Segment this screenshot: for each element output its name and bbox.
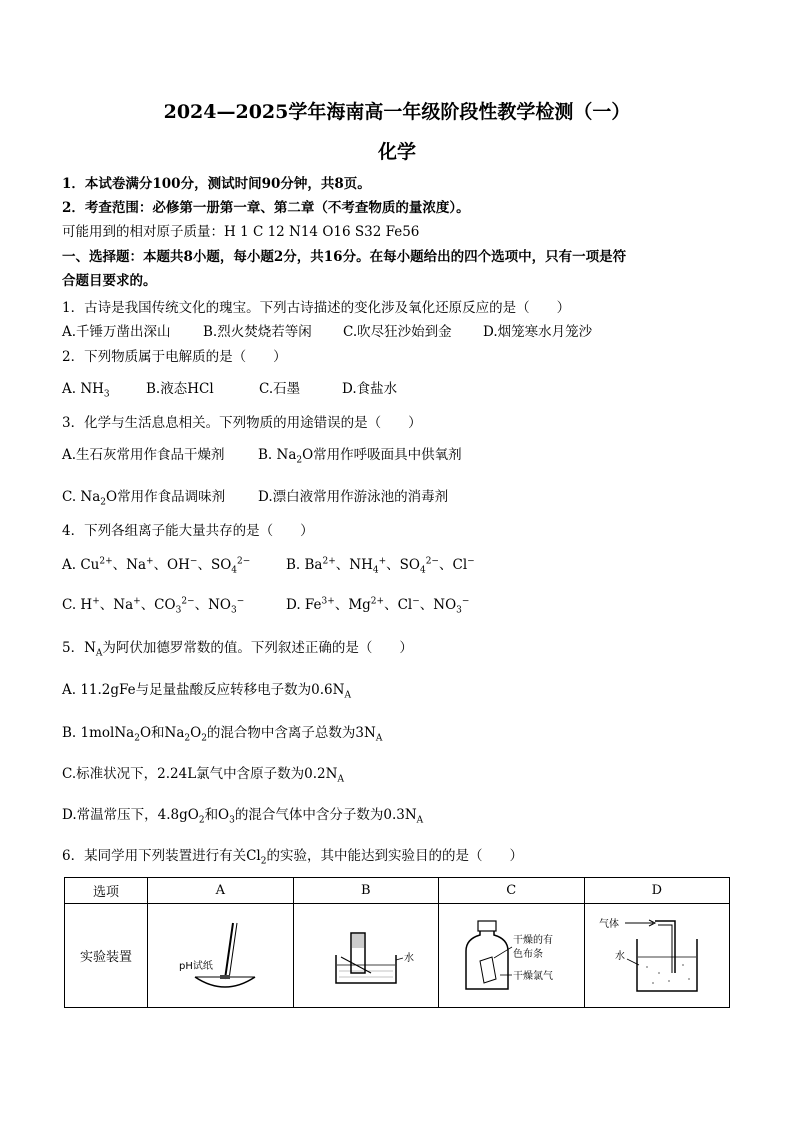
q5-option-c: C.标准状况下，2.24L氯气中含原子数为$0.2N_A$ [62, 766, 344, 785]
table-header-b: B [293, 878, 438, 904]
label-gas: 气体 [598, 919, 619, 930]
water-trough-diagram [311, 913, 421, 998]
dry-chlorine-bottle-diagram [456, 913, 566, 998]
label-dry-cloth-1: 干燥的有 [513, 935, 554, 946]
label-ph-paper: pH试纸 [179, 961, 214, 972]
q4-option-a: A. $Cu^{2+}$、Na+、OH−、$SO_4^{2-}$ [62, 556, 251, 576]
ph-paper-dish-diagram [165, 913, 275, 998]
table-header-row [65, 878, 730, 904]
label-water-d: 水 [614, 951, 625, 962]
q1-option-b: B.烈火焚烧若等闲 [203, 324, 312, 340]
table-header-c: C [438, 878, 584, 904]
q2-option-b: B.液态HCl [146, 381, 214, 397]
q4-stem: 4．下列各组离子能大量共存的是（ ） [62, 523, 314, 539]
table-header-a: A [147, 878, 293, 904]
apparatus-b [293, 904, 438, 1008]
q3-option-c: C. $Na_2O$常用作食品调味剂 [62, 489, 226, 508]
exam-title: 2024—2025学年海南高一年级阶段性教学检测（一） [163, 101, 631, 123]
experiment-table [64, 877, 730, 1008]
subject-title: 化学 [377, 141, 416, 163]
note-1: 1．本试卷满分100分，测试时间90分钟，共8页。 [62, 176, 371, 192]
q5-option-a: A. 11.2gFe与足量盐酸反应转移电子数为$0.6N_A$ [62, 682, 351, 701]
q1-option-c: C.吹尽狂沙始到金 [343, 324, 452, 340]
label-dry-chlorine: 干燥氯气 [513, 971, 554, 982]
table-row [65, 904, 730, 1008]
q3-option-d: D.漂白液常用作游泳池的消毒剂 [258, 489, 449, 505]
apparatus-c [438, 904, 584, 1008]
q3-option-a: A.生石灰常用作食品干燥剂 [62, 447, 225, 463]
table-header-option: 选项 [65, 878, 148, 904]
label-water-b: 水 [403, 953, 414, 964]
q5-option-b: B. 1molNa$_2$O和$Na_2O_2$的混合物中含离子总数为$3N_A$ [62, 725, 383, 744]
section-1-heading: 一、选择题：本题共8小题，每小题2分，共16分。在每小题给出的四个选项中，只有一项是符 [62, 249, 627, 265]
gas-into-water-diagram [597, 913, 717, 998]
q2-option-a: A. $NH_3$ [62, 381, 110, 400]
atomic-mass-note: 可能用到的相对原子质量：H 1 C 12 N14 O16 S32 Fe56 [62, 224, 420, 240]
label-dry-cloth-2: 色布条 [513, 949, 544, 960]
q4-option-c: C. H+、Na+、$CO_3^{2-}$、$NO_3^-$ [62, 596, 245, 616]
q3-stem: 3．化学与生活息息相关。下列物质的用途错误的是（ ） [62, 415, 422, 431]
q2-option-d: D.食盐水 [342, 381, 398, 397]
q4-option-d: D. $Fe^{3+}$、$Mg^{2+}$、Cl−、$NO_3^-$ [286, 596, 470, 616]
note-2: 2．考查范围：必修第一册第一章、第二章（不考查物质的量浓度）。 [62, 200, 470, 216]
row-label: 实验装置 [65, 904, 148, 1008]
table-header-d: D [584, 878, 729, 904]
q5-stem: 5．$N_A$为阿伏加德罗常数的值。下列叙述正确的是（ ） [62, 640, 413, 659]
q1-option-d: D.烟笼寒水月笼沙 [483, 324, 593, 340]
section-1-heading-cont: 合题目要求的。 [62, 273, 157, 289]
apparatus-a [147, 904, 293, 1008]
q2-stem: 2．下列物质属于电解质的是（ ） [62, 349, 287, 365]
q1-stem: 1．古诗是我国传统文化的瑰宝。下列古诗描述的变化涉及氧化还原反应的是（ ） [62, 300, 571, 316]
apparatus-d [584, 904, 729, 1008]
q2-option-c: C.石墨 [259, 381, 301, 397]
q1-option-a: A.千锤万凿出深山 [62, 324, 171, 340]
q5-option-d: D.常温常压下，$4.8gO_2$和$O_3$的混合气体中含分子数为$0.3N_A$ [62, 807, 424, 826]
q3-option-b: B. $Na_2O$常用作呼吸面具中供氧剂 [258, 447, 462, 466]
q6-stem: 6．某同学用下列装置进行有关$Cl_2$的实验，其中能达到实验目的的是（ ） [62, 848, 523, 867]
q4-option-b: B. $Ba^{2+}$、$NH_4^+$、$SO_4^{2-}$、Cl− [286, 556, 475, 576]
